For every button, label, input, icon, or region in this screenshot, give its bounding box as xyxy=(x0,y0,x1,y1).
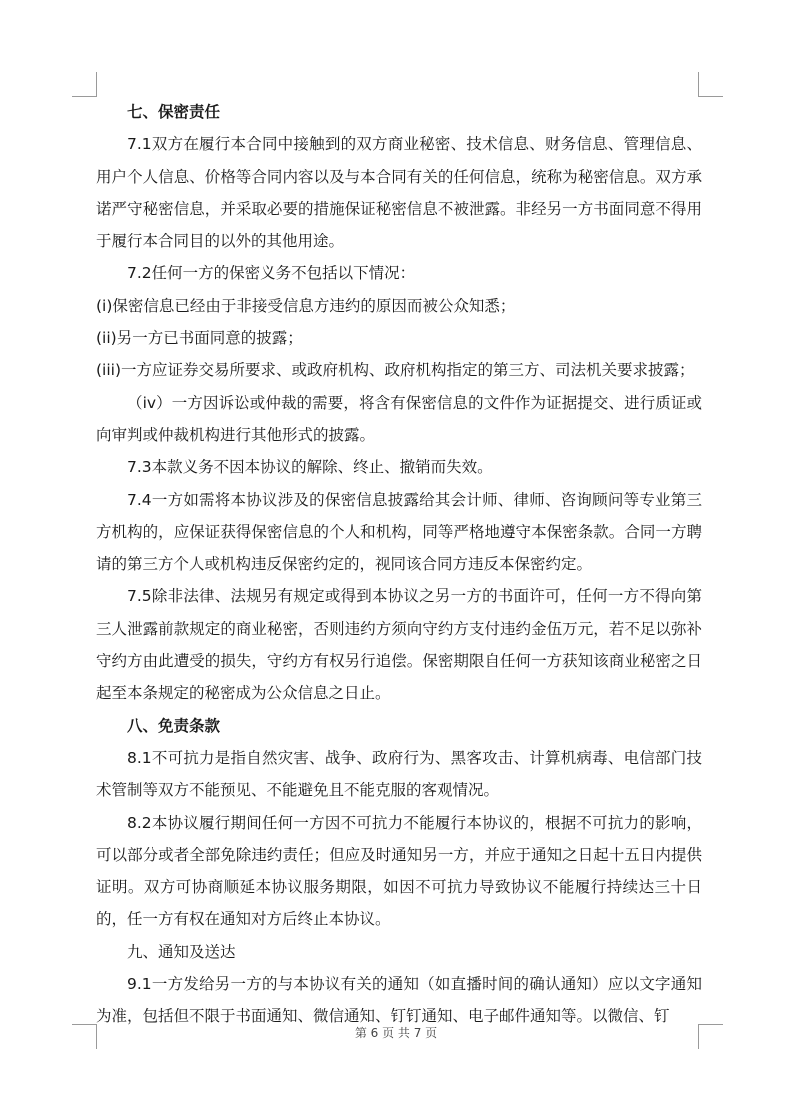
clause-7-2-iii: (iii)一方应证券交易所要求、或政府机构、政府机构指定的第三方、司法机关要求披露； xyxy=(96,361,695,380)
clause-8-2: 8.2本协议履行期间任何一方因不可抗力不能履行本协议的，根据不可抗力的影响，可以部分或者全部免除违约责任；但应及时通知另一方，并应于通知之日起十五日内提供证明。双方可协商顺延本协议服务期限，如因不可抗力导致协议不能履行持续达三十日的，任一方有权在通知对方后终止本协议。 xyxy=(96,813,702,929)
clause-7-2: 7.2任何一方的保密义务不包括以下情况： xyxy=(127,264,416,283)
clause-9-1: 9.1一方发给另一方的与本协议有关的通知（如直播时间的确认通知）应以文字通知为准，包括但不限于书面通知、微信通知、钉钉通知、电子邮件通知等。以微信、钉 xyxy=(96,975,702,1026)
page-number-footer: 第 6 页 共 7 页 xyxy=(354,1026,438,1040)
crop-mark-top-right xyxy=(698,72,723,97)
section-heading-confidentiality: 七、保密责任 xyxy=(127,103,221,121)
clause-7-4: 7.4一方如需将本协议涉及的保密信息披露给其会计师、律师、咨询顾问等专业第三方机构的，应保证获得保密信息的个人和机构，同等严格地遵守本保密条款。合同一方聘请的第三方个人或机构违反保密约定的，视同该合同方违反本保密约定。 xyxy=(96,490,702,574)
clause-7-3: 7.3本款义务不因本协议的解除、终止、撤销而失效。 xyxy=(127,458,493,477)
crop-mark-top-left xyxy=(72,72,97,97)
section-heading-disclaimer: 八、免责条款 xyxy=(127,716,221,735)
clause-7-2-i: (i)保密信息已经由于非接受信息方违约的原因而被公众知悉； xyxy=(96,296,516,315)
clause-7-1: 7.1双方在履行本合同中接触到的双方商业秘密、技术信息、财务信息、管理信息、用户个人信息、价格等合同内容以及与本合同有关的任何信息，统称为秘密信息。双方承诺严守秘密信息，并采取必要的措施保证秘密信息不被泄露。非经另一方书面同意不得用于履行本合同目的以外的其他用途。 xyxy=(96,135,702,251)
section-heading-notices: 九、通知及送达 xyxy=(127,942,236,961)
clause-8-1: 8.1不可抗力是指自然灾害、战争、政府行为、黑客攻击、计算机病毒、电信部门技术管制等双方不能预见、不能避免且不能克服的客观情况。 xyxy=(96,748,702,800)
page-body xyxy=(96,96,702,1033)
clause-7-2-ii: (ii)另一方已书面同意的披露； xyxy=(96,329,303,348)
clause-7-2-iv: （iv）一方因诉讼或仲裁的需要，将含有保密信息的文件作为证据提交、进行质证或向审判或仲裁机构进行其他形式的披露。 xyxy=(96,393,702,444)
clause-7-5: 7.5除非法律、法规另有规定或得到本协议之另一方的书面许可，任何一方不得向第三人泄露前款规定的商业秘密，否则违约方须向守约方支付违约金伍万元，若不足以弥补守约方由此遭受的损失，守约方有权另行追偿。保密期限自任何一方获知该商业秘密之日起至本条规定的秘密成为公众信息之日止。 xyxy=(96,587,702,703)
